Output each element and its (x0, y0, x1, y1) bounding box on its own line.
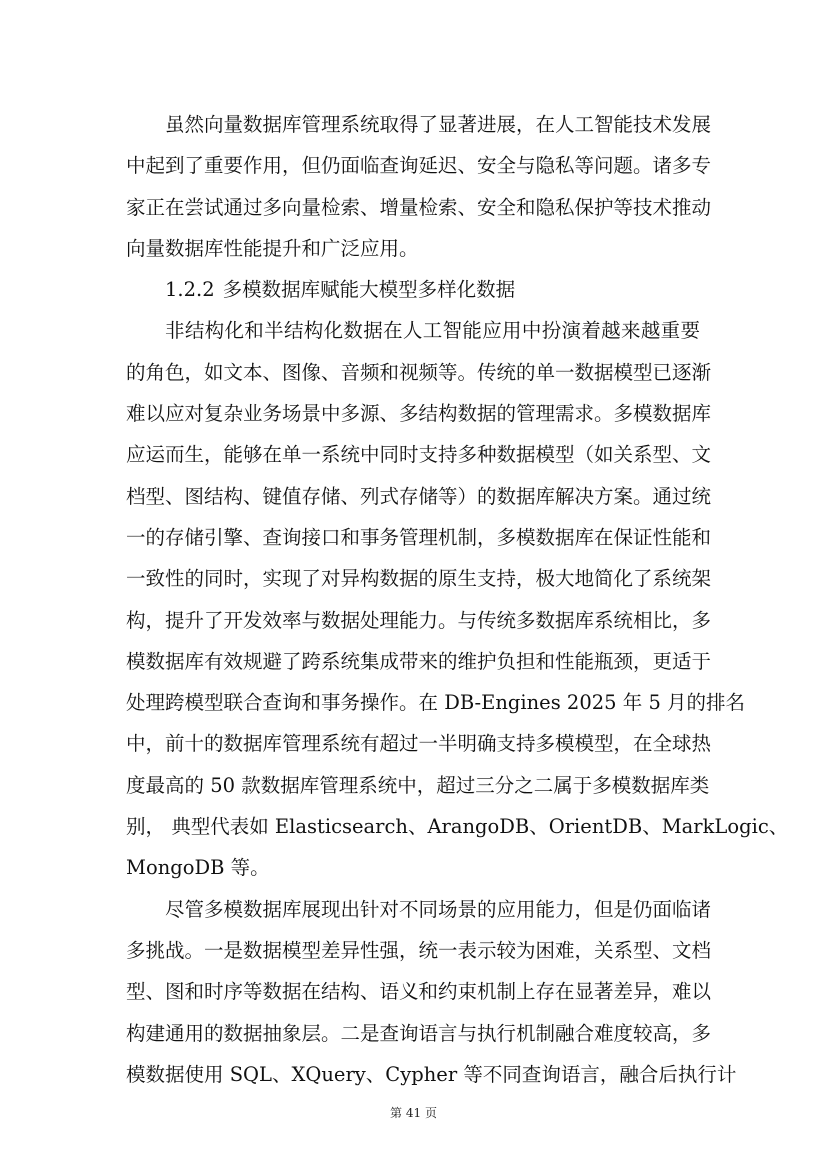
page-number: 第 41 页 (390, 1106, 437, 1120)
paragraph-line: MongoDB 等。 (126, 856, 270, 880)
paragraph-line: 中，前十的数据库管理系统有超过一半明确支持多模模型，在全球热 (126, 732, 712, 756)
paragraph-line: 度最高的 50 款数据库管理系统中，超过三分之二属于多模数据库类 (126, 773, 710, 797)
paragraph-line: 模数据库有效规避了跨系统集成带来的维护负担和性能瓶颈，更适于 (126, 649, 712, 673)
paragraph-line: 向量数据库性能提升和广泛应用。 (126, 236, 419, 260)
paragraph-line: 处理跨模型联合查询和事务操作。在 DB-Engines 2025 年 5 月的排名 (126, 691, 746, 715)
paragraph-line: 家正在尝试通过多向量检索、增量检索、安全和隐私保护等技术推动 (126, 195, 712, 219)
paragraph-challenges (126, 889, 737, 1095)
section-heading (126, 269, 700, 310)
paragraph-line: 非结构化和半结构化数据在人工智能应用中扮演着越来越重要 (165, 319, 700, 343)
paragraph-line: 型、图和时序等数据在结构、语义和约束机制上存在显著差异，难以 (126, 980, 712, 1004)
paragraph-line: 一的存储引擎、查询接口和事务管理机制，多模数据库在保证性能和 (126, 525, 712, 549)
paragraph-line: 尽管多模数据库展现出针对不同场景的应用能力，但是仍面临诸 (165, 897, 712, 921)
paragraph-line: 模数据使用 SQL、XQuery、Cypher 等不同查询语言，融合后执行计 (126, 1062, 737, 1086)
paragraph-line: 难以应对复杂业务场景中多源、多结构数据的管理需求。多模数据库 (126, 402, 712, 426)
paragraph-line: 一致性的同时，实现了对异构数据的原生支持，极大地简化了系统架 (126, 567, 712, 591)
paragraph-line: 别， 典型代表如 Elasticsearch、ArangoDB、OrientDB、MarkLogic、 (126, 815, 789, 839)
paragraph-line: 的角色，如文本、图像、音频和视频等。传统的单一数据模型已逐渐 (126, 360, 712, 384)
paragraph-line: 档型、图结构、键值存储、列式存储等）的数据库解决方案。通过统 (126, 484, 712, 508)
section-number: 1.2.2 (165, 278, 215, 302)
paragraph-line: 虽然向量数据库管理系统取得了显著进展，在人工智能技术发展 (165, 113, 712, 136)
paragraph-line: 多挑战。一是数据模型差异性强，统一表示较为困难，关系型、文档 (126, 938, 712, 962)
paragraph-line: 中起到了重要作用，但仍面临查询延迟、安全与隐私等问题。诸多专 (126, 154, 712, 178)
page-body (126, 104, 789, 1095)
section-title: 多模数据库赋能大模型多样化数据 (222, 278, 516, 302)
paragraph-multimodel-db (126, 310, 789, 888)
paragraph-line: 应运而生，能够在单一系统中同时支持多种数据模型（如关系型、文 (126, 443, 712, 467)
paragraph-vector-db-summary (126, 104, 712, 269)
paragraph-line: 构，提升了开发效率与数据处理能力。与传统多数据库系统相比，多 (126, 608, 712, 632)
paragraph-line: 构建通用的数据抽象层。二是查询语言与执行机制融合难度较高，多 (126, 1021, 712, 1045)
